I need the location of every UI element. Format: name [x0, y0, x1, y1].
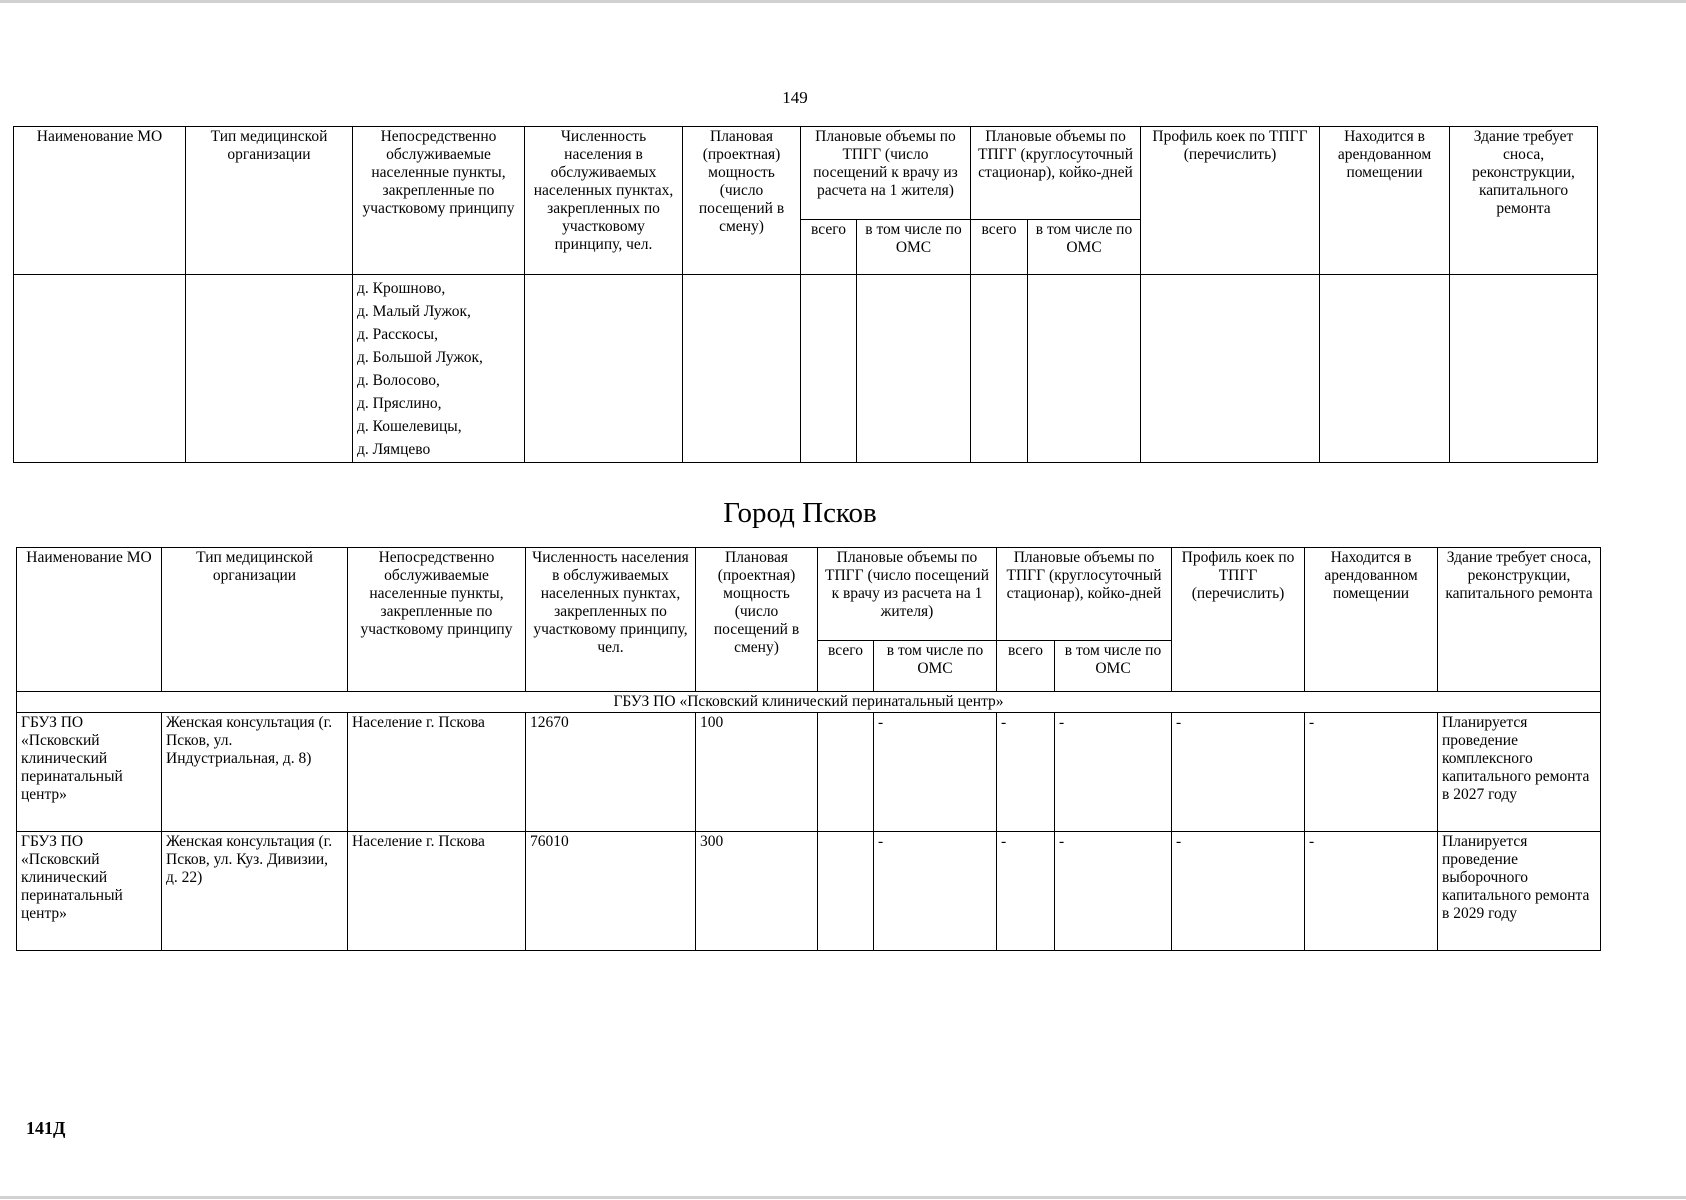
locality-item: д. Крошново,	[357, 280, 446, 297]
group-row	[17, 692, 1601, 713]
header-population: Численность населения в обслуживаемых населенных пунктах, закрепленных по участковому принципу, чел.	[525, 127, 683, 275]
cell-capacity: 100	[696, 713, 818, 832]
table-row	[14, 275, 1598, 463]
header-population: Численность населения в обслуживаемых населенных пунктах, закрепленных по участковому принципу, чел.	[526, 548, 696, 692]
header-visits: Плановые объемы по ТПГГ (число посещений к врачу из расчета на 1 жителя)	[818, 548, 997, 641]
subheader-visits-total: всего	[801, 220, 857, 275]
subheader-beds-total: всего	[997, 641, 1055, 692]
header-building: Здание требует сноса, реконструкции, капитального ремонта	[1450, 127, 1598, 275]
subheader-beds-oms: в том числе по ОМС	[1055, 641, 1172, 692]
cell-visits-oms	[857, 275, 971, 463]
header-visits: Плановые объемы по ТПГГ (число посещений к врачу из расчета на 1 жителя)	[801, 127, 971, 220]
header-name-mo: Наименование МО	[17, 548, 162, 692]
header-bed-days: Плановые объемы по ТПГГ (круглосуточный стационар), койко-дней	[971, 127, 1141, 220]
cell-org-type: Женская консультация (г. Псков, ул. Куз. Дивизии, д. 22)	[162, 832, 348, 951]
header-localities: Непосредственно обслуживаемые населенные пункты, закрепленные по участковому принципу	[348, 548, 526, 692]
cell-beds-total	[971, 275, 1028, 463]
header-name-mo: Наименование МО	[14, 127, 186, 275]
cell-name-mo: ГБУЗ ПО «Псковский клинический перинатальный центр»	[17, 832, 162, 951]
cell-beds-oms: -	[1055, 713, 1172, 832]
header-org-type: Тип медицинской организации	[162, 548, 348, 692]
table-row	[17, 832, 1601, 951]
cell-bed-profile	[1141, 275, 1320, 463]
cell-population: 76010	[526, 832, 696, 951]
table-row	[17, 713, 1601, 832]
section-title: Город Псков	[723, 497, 877, 529]
cell-bed-profile: -	[1172, 832, 1305, 951]
cell-population: 12670	[526, 713, 696, 832]
subheader-beds-oms: в том числе по ОМС	[1028, 220, 1141, 275]
cell-beds-total: -	[997, 832, 1055, 951]
cell-org-type: Женская консультация (г. Псков, ул. Индустриальная, д. 8)	[162, 713, 348, 832]
cell-visits-oms: -	[874, 713, 997, 832]
header-rented: Находится в арендованном помещении	[1305, 548, 1438, 692]
cell-visits-total	[818, 832, 874, 951]
scan-edge-bottom	[0, 1196, 1686, 1199]
cell-localities	[353, 275, 525, 463]
table-header-row	[17, 548, 1601, 641]
locality-item: д. Пряслино,	[357, 395, 442, 412]
subheader-visits-oms: в том числе по ОМС	[857, 220, 971, 275]
cell-beds-total: -	[997, 713, 1055, 832]
header-building: Здание требует сноса, реконструкции, капитального ремонта	[1438, 548, 1601, 692]
cell-visits-total	[801, 275, 857, 463]
locality-item: д. Расскосы,	[357, 326, 438, 343]
cell-bed-profile: -	[1172, 713, 1305, 832]
pskov-facilities-table	[16, 547, 1601, 951]
cell-building: Планируется проведение комплексного капитального ремонта в 2027 году	[1438, 713, 1601, 832]
header-localities: Непосредственно обслуживаемые населенные пункты, закрепленные по участковому принципу	[353, 127, 525, 275]
locality-item: д. Малый Лужок,	[357, 303, 471, 320]
header-bed-profile: Профиль коек по ТПГГ (перечислить)	[1172, 548, 1305, 692]
cell-visits-total	[818, 713, 874, 832]
header-bed-profile: Профиль коек по ТПГГ (перечислить)	[1141, 127, 1320, 275]
header-org-type: Тип медицинской организации	[186, 127, 353, 275]
header-capacity: Плановая (проектная) мощность (число посещений в смену)	[696, 548, 818, 692]
cell-name-mo: ГБУЗ ПО «Псковский клинический перинатальный центр»	[17, 713, 162, 832]
cell-beds-oms	[1028, 275, 1141, 463]
subheader-visits-oms: в том числе по ОМС	[874, 641, 997, 692]
header-bed-days: Плановые объемы по ТПГГ (круглосуточный стационар), койко-дней	[997, 548, 1172, 641]
header-rented: Находится в арендованном помещении	[1320, 127, 1450, 275]
cell-capacity	[683, 275, 801, 463]
table-header-row	[14, 127, 1598, 220]
locality-item: д. Кошелевицы,	[357, 418, 462, 435]
cell-localities: Население г. Пскова	[348, 832, 526, 951]
cell-building: Планируется проведение выборочного капитального ремонта в 2029 году	[1438, 832, 1601, 951]
cell-population	[525, 275, 683, 463]
scan-edge-top	[0, 0, 1686, 3]
document-code: 141Д	[26, 1118, 66, 1138]
locality-item: д. Лямцево	[357, 441, 431, 458]
locality-item: д. Большой Лужок,	[357, 349, 483, 366]
cell-rented	[1320, 275, 1450, 463]
localities-table-continued	[13, 126, 1598, 463]
subheader-beds-total: всего	[971, 220, 1028, 275]
cell-name-mo	[14, 275, 186, 463]
cell-rented: -	[1305, 713, 1438, 832]
group-title: ГБУЗ ПО «Псковский клинический перинатальный центр»	[17, 692, 1601, 713]
cell-rented: -	[1305, 832, 1438, 951]
subheader-visits-total: всего	[818, 641, 874, 692]
cell-capacity: 300	[696, 832, 818, 951]
page-number: 149	[782, 88, 808, 107]
cell-org-type	[186, 275, 353, 463]
cell-beds-oms: -	[1055, 832, 1172, 951]
cell-localities: Население г. Пскова	[348, 713, 526, 832]
header-capacity: Плановая (проектная) мощность (число посещений в смену)	[683, 127, 801, 275]
cell-visits-oms: -	[874, 832, 997, 951]
cell-building	[1450, 275, 1598, 463]
locality-item: д. Волосово,	[357, 372, 440, 389]
